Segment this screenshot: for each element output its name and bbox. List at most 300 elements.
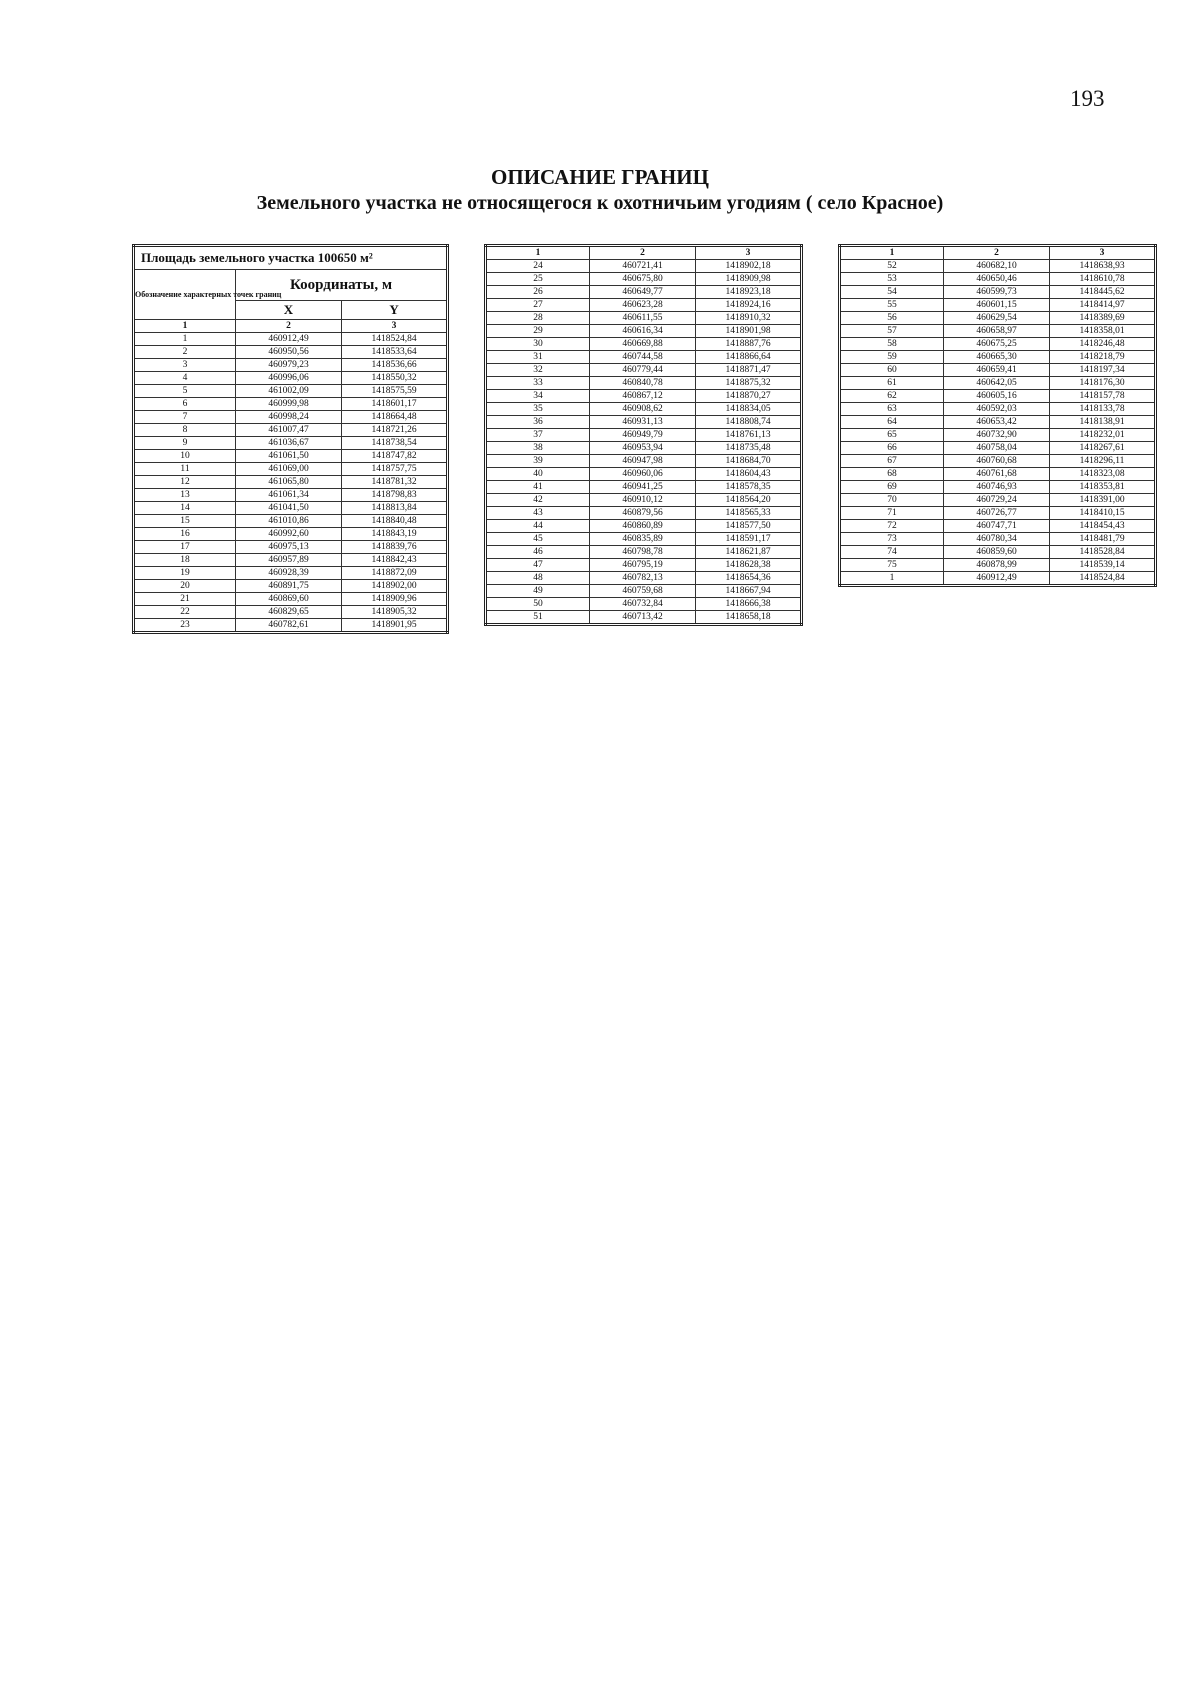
x-coordinate: 460675,80	[590, 273, 696, 286]
table-row	[486, 364, 802, 377]
y-coordinate: 1418875,32	[696, 377, 802, 390]
point-number: 16	[134, 528, 236, 541]
x-coordinate: 460992,60	[236, 528, 342, 541]
x-coordinate: 460611,55	[590, 312, 696, 325]
table-row	[840, 572, 1156, 586]
point-number: 71	[840, 507, 944, 520]
x-coordinate: 461036,67	[236, 437, 342, 450]
point-number: 3	[134, 359, 236, 372]
y-coordinate: 1418577,50	[696, 520, 802, 533]
y-coordinate: 1418533,64	[342, 346, 448, 359]
y-coordinate: 1418866,64	[696, 351, 802, 364]
x-coordinate: 460996,06	[236, 372, 342, 385]
page-number: 193	[1070, 86, 1105, 111]
table-row	[840, 520, 1156, 533]
y-coordinate: 1418296,11	[1050, 455, 1156, 468]
point-number: 56	[840, 312, 944, 325]
column-number: 2	[590, 246, 696, 260]
designation-header: Обозначение характерных точек границ	[134, 270, 236, 320]
point-number: 61	[840, 377, 944, 390]
x-coordinate: 460599,73	[944, 286, 1050, 299]
point-number: 20	[134, 580, 236, 593]
point-number: 50	[486, 598, 590, 611]
y-coordinate: 1418909,98	[696, 273, 802, 286]
y-coordinate: 1418481,79	[1050, 533, 1156, 546]
x-coordinate: 460867,12	[590, 390, 696, 403]
area-label: Площадь земельного участка 100650 м²	[134, 246, 448, 270]
table-row	[134, 502, 448, 515]
point-number: 42	[486, 494, 590, 507]
y-coordinate: 1418133,78	[1050, 403, 1156, 416]
point-number: 24	[486, 260, 590, 273]
table-row	[840, 351, 1156, 364]
y-coordinate: 1418902,00	[342, 580, 448, 593]
x-coordinate: 460761,68	[944, 468, 1050, 481]
y-coordinate: 1418658,18	[696, 611, 802, 625]
table-row	[134, 411, 448, 424]
table-row	[840, 481, 1156, 494]
y-header: Y	[342, 301, 448, 320]
x-coordinate: 461065,80	[236, 476, 342, 489]
point-number: 57	[840, 325, 944, 338]
column-number: 2	[236, 320, 342, 333]
table-row	[840, 403, 1156, 416]
table-row	[840, 312, 1156, 325]
x-coordinate: 461002,09	[236, 385, 342, 398]
x-coordinate: 460840,78	[590, 377, 696, 390]
y-coordinate: 1418902,18	[696, 260, 802, 273]
point-number: 26	[486, 286, 590, 299]
x-coordinate: 460726,77	[944, 507, 1050, 520]
x-coordinate: 460653,42	[944, 416, 1050, 429]
point-number: 13	[134, 489, 236, 502]
point-number: 35	[486, 403, 590, 416]
column-number: 1	[486, 246, 590, 260]
point-number: 32	[486, 364, 590, 377]
y-coordinate: 1418834,05	[696, 403, 802, 416]
table-row	[134, 541, 448, 554]
y-coordinate: 1418358,01	[1050, 325, 1156, 338]
column-number-row	[134, 320, 448, 333]
x-coordinate: 460950,56	[236, 346, 342, 359]
y-coordinate: 1418267,61	[1050, 442, 1156, 455]
point-number: 15	[134, 515, 236, 528]
y-coordinate: 1418664,48	[342, 411, 448, 424]
point-number: 6	[134, 398, 236, 411]
point-number: 23	[134, 619, 236, 633]
y-coordinate: 1418901,95	[342, 619, 448, 633]
x-header: X	[236, 301, 342, 320]
y-coordinate: 1418901,98	[696, 325, 802, 338]
x-coordinate: 460891,75	[236, 580, 342, 593]
table-row	[486, 260, 802, 273]
y-coordinate: 1418550,32	[342, 372, 448, 385]
x-coordinate: 460744,58	[590, 351, 696, 364]
x-coordinate: 460798,78	[590, 546, 696, 559]
point-number: 5	[134, 385, 236, 398]
point-number: 60	[840, 364, 944, 377]
y-coordinate: 1418923,18	[696, 286, 802, 299]
x-coordinate: 460669,88	[590, 338, 696, 351]
coordinates-table-2	[484, 244, 803, 626]
y-coordinate: 1418761,13	[696, 429, 802, 442]
point-number: 14	[134, 502, 236, 515]
point-number: 38	[486, 442, 590, 455]
x-coordinate: 460746,93	[944, 481, 1050, 494]
table-row	[134, 450, 448, 463]
point-number: 67	[840, 455, 944, 468]
table-body	[134, 333, 448, 633]
x-coordinate: 460941,25	[590, 481, 696, 494]
y-coordinate: 1418565,33	[696, 507, 802, 520]
y-coordinate: 1418604,43	[696, 468, 802, 481]
x-coordinate: 460601,15	[944, 299, 1050, 312]
point-number: 73	[840, 533, 944, 546]
y-coordinate: 1418621,87	[696, 546, 802, 559]
point-number: 49	[486, 585, 590, 598]
y-coordinate: 1418735,48	[696, 442, 802, 455]
y-coordinate: 1418813,84	[342, 502, 448, 515]
y-coordinate: 1418246,48	[1050, 338, 1156, 351]
point-number: 11	[134, 463, 236, 476]
x-coordinate: 461069,00	[236, 463, 342, 476]
table-row	[486, 559, 802, 572]
table-row	[840, 559, 1156, 572]
y-coordinate: 1418414,97	[1050, 299, 1156, 312]
table-row	[134, 346, 448, 359]
table-row	[840, 494, 1156, 507]
point-number: 48	[486, 572, 590, 585]
column-number: 2	[944, 246, 1050, 260]
table-row	[840, 546, 1156, 559]
x-coordinate: 460732,84	[590, 598, 696, 611]
point-number: 43	[486, 507, 590, 520]
x-coordinate: 461007,47	[236, 424, 342, 437]
y-coordinate: 1418575,59	[342, 385, 448, 398]
table-row	[486, 351, 802, 364]
x-coordinate: 460629,54	[944, 312, 1050, 325]
point-number: 62	[840, 390, 944, 403]
y-coordinate: 1418353,81	[1050, 481, 1156, 494]
y-coordinate: 1418591,17	[696, 533, 802, 546]
point-number: 64	[840, 416, 944, 429]
table-row	[486, 507, 802, 520]
coordinates-header: Координаты, м	[236, 270, 448, 301]
x-coordinate: 460859,60	[944, 546, 1050, 559]
y-coordinate: 1418905,32	[342, 606, 448, 619]
table-body	[486, 260, 802, 625]
point-number: 45	[486, 533, 590, 546]
document-subtitle: Земельного участка не относящегося к охотничьим угодиям ( село Красное)	[256, 192, 944, 214]
x-coordinate: 460650,46	[944, 273, 1050, 286]
table-row	[486, 312, 802, 325]
column-number: 1	[840, 246, 944, 260]
y-coordinate: 1418539,14	[1050, 559, 1156, 572]
table-row	[486, 299, 802, 312]
table-row	[486, 377, 802, 390]
table-row	[134, 398, 448, 411]
x-coordinate: 460779,44	[590, 364, 696, 377]
point-number: 12	[134, 476, 236, 489]
point-number: 18	[134, 554, 236, 567]
point-number: 9	[134, 437, 236, 450]
x-coordinate: 460782,13	[590, 572, 696, 585]
point-number: 39	[486, 455, 590, 468]
point-number: 29	[486, 325, 590, 338]
y-coordinate: 1418910,32	[696, 312, 802, 325]
x-coordinate: 460931,13	[590, 416, 696, 429]
x-coordinate: 460979,23	[236, 359, 342, 372]
table-row	[486, 338, 802, 351]
y-coordinate: 1418638,93	[1050, 260, 1156, 273]
y-coordinate: 1418391,00	[1050, 494, 1156, 507]
y-coordinate: 1418667,94	[696, 585, 802, 598]
point-number: 1	[134, 333, 236, 346]
point-number: 68	[840, 468, 944, 481]
x-coordinate: 460721,41	[590, 260, 696, 273]
point-number: 2	[134, 346, 236, 359]
point-number: 52	[840, 260, 944, 273]
table-row	[486, 286, 802, 299]
y-coordinate: 1418684,70	[696, 455, 802, 468]
point-number: 66	[840, 442, 944, 455]
column-number-row	[486, 246, 802, 260]
x-coordinate: 460949,79	[590, 429, 696, 442]
y-coordinate: 1418157,78	[1050, 390, 1156, 403]
point-number: 44	[486, 520, 590, 533]
table-row	[486, 273, 802, 286]
x-coordinate: 460623,28	[590, 299, 696, 312]
table-row	[840, 338, 1156, 351]
table-row	[840, 299, 1156, 312]
table-row	[840, 455, 1156, 468]
x-coordinate: 460760,68	[944, 455, 1050, 468]
y-coordinate: 1418747,82	[342, 450, 448, 463]
table-row	[134, 619, 448, 633]
table-row	[840, 273, 1156, 286]
y-coordinate: 1418909,96	[342, 593, 448, 606]
table-row	[134, 515, 448, 528]
y-coordinate: 1418654,36	[696, 572, 802, 585]
coordinates-table-1	[132, 244, 449, 634]
table-row	[486, 611, 802, 625]
x-coordinate: 460605,16	[944, 390, 1050, 403]
point-number: 75	[840, 559, 944, 572]
point-number: 8	[134, 424, 236, 437]
table-row	[134, 463, 448, 476]
point-number: 53	[840, 273, 944, 286]
x-coordinate: 460998,24	[236, 411, 342, 424]
table-row	[486, 416, 802, 429]
table-row	[840, 325, 1156, 338]
y-coordinate: 1418389,69	[1050, 312, 1156, 325]
table-row	[486, 325, 802, 338]
y-coordinate: 1418524,84	[1050, 572, 1156, 586]
y-coordinate: 1418601,17	[342, 398, 448, 411]
table-row	[134, 385, 448, 398]
table-row	[486, 481, 802, 494]
y-coordinate: 1418232,01	[1050, 429, 1156, 442]
table-row	[840, 377, 1156, 390]
x-coordinate: 461041,50	[236, 502, 342, 515]
x-coordinate: 460835,89	[590, 533, 696, 546]
y-coordinate: 1418798,83	[342, 489, 448, 502]
table-row	[486, 598, 802, 611]
table-row	[486, 403, 802, 416]
x-coordinate: 460659,41	[944, 364, 1050, 377]
y-coordinate: 1418808,74	[696, 416, 802, 429]
document-title: ОПИСАНИЕ ГРАНИЦ	[491, 165, 709, 189]
x-coordinate: 460649,77	[590, 286, 696, 299]
table-row	[134, 333, 448, 346]
x-coordinate: 460782,61	[236, 619, 342, 633]
point-number: 31	[486, 351, 590, 364]
table-row	[486, 468, 802, 481]
table-row	[486, 390, 802, 403]
x-coordinate: 460682,10	[944, 260, 1050, 273]
table-row	[134, 528, 448, 541]
table-row	[134, 567, 448, 580]
x-coordinate: 460759,68	[590, 585, 696, 598]
y-coordinate: 1418578,35	[696, 481, 802, 494]
table-row	[134, 372, 448, 385]
point-number: 54	[840, 286, 944, 299]
x-coordinate: 460729,24	[944, 494, 1050, 507]
y-coordinate: 1418564,20	[696, 494, 802, 507]
table-row	[486, 572, 802, 585]
x-coordinate: 460829,65	[236, 606, 342, 619]
point-number: 58	[840, 338, 944, 351]
point-number: 34	[486, 390, 590, 403]
point-number: 27	[486, 299, 590, 312]
table-row	[486, 455, 802, 468]
point-number: 59	[840, 351, 944, 364]
point-number: 28	[486, 312, 590, 325]
x-coordinate: 460928,39	[236, 567, 342, 580]
table-row	[134, 489, 448, 502]
column-number: 1	[134, 320, 236, 333]
y-coordinate: 1418410,15	[1050, 507, 1156, 520]
y-coordinate: 1418924,16	[696, 299, 802, 312]
table-row	[840, 260, 1156, 273]
y-coordinate: 1418887,76	[696, 338, 802, 351]
point-number: 1	[840, 572, 944, 586]
x-coordinate: 460960,06	[590, 468, 696, 481]
y-coordinate: 1418528,84	[1050, 546, 1156, 559]
column-number: 3	[696, 246, 802, 260]
point-number: 63	[840, 403, 944, 416]
table-body	[840, 260, 1156, 586]
table-row	[840, 533, 1156, 546]
table-row	[840, 429, 1156, 442]
x-coordinate: 460592,03	[944, 403, 1050, 416]
x-coordinate: 460947,98	[590, 455, 696, 468]
column-number: 3	[1050, 246, 1156, 260]
point-number: 51	[486, 611, 590, 625]
x-coordinate: 460879,56	[590, 507, 696, 520]
point-number: 7	[134, 411, 236, 424]
y-coordinate: 1418454,43	[1050, 520, 1156, 533]
y-coordinate: 1418721,26	[342, 424, 448, 437]
point-number: 4	[134, 372, 236, 385]
y-coordinate: 1418218,79	[1050, 351, 1156, 364]
y-coordinate: 1418323,08	[1050, 468, 1156, 481]
x-coordinate: 460658,97	[944, 325, 1050, 338]
y-coordinate: 1418666,38	[696, 598, 802, 611]
table-row	[840, 468, 1156, 481]
x-coordinate: 460957,89	[236, 554, 342, 567]
point-number: 30	[486, 338, 590, 351]
x-coordinate: 460912,49	[236, 333, 342, 346]
y-coordinate: 1418524,84	[342, 333, 448, 346]
x-coordinate: 460912,49	[944, 572, 1050, 586]
x-coordinate: 460999,98	[236, 398, 342, 411]
point-number: 41	[486, 481, 590, 494]
point-number: 65	[840, 429, 944, 442]
table-row	[486, 533, 802, 546]
point-number: 25	[486, 273, 590, 286]
point-number: 72	[840, 520, 944, 533]
table-row	[486, 494, 802, 507]
table-row	[134, 554, 448, 567]
table-row	[134, 606, 448, 619]
x-coordinate: 460665,30	[944, 351, 1050, 364]
table-row	[134, 359, 448, 372]
y-coordinate: 1418610,78	[1050, 273, 1156, 286]
point-number: 19	[134, 567, 236, 580]
point-number: 10	[134, 450, 236, 463]
y-coordinate: 1418197,34	[1050, 364, 1156, 377]
table-row	[486, 585, 802, 598]
x-coordinate: 460869,60	[236, 593, 342, 606]
y-coordinate: 1418757,75	[342, 463, 448, 476]
x-coordinate: 460860,89	[590, 520, 696, 533]
point-number: 46	[486, 546, 590, 559]
y-coordinate: 1418872,09	[342, 567, 448, 580]
y-coordinate: 1418738,54	[342, 437, 448, 450]
point-number: 55	[840, 299, 944, 312]
y-coordinate: 1418839,76	[342, 541, 448, 554]
x-coordinate: 461061,50	[236, 450, 342, 463]
y-coordinate: 1418843,19	[342, 528, 448, 541]
table-row	[840, 390, 1156, 403]
column-number-row	[840, 246, 1156, 260]
table-row	[840, 442, 1156, 455]
x-coordinate: 460975,13	[236, 541, 342, 554]
point-number: 36	[486, 416, 590, 429]
column-number: 3	[342, 320, 448, 333]
y-coordinate: 1418138,91	[1050, 416, 1156, 429]
x-coordinate: 460732,90	[944, 429, 1050, 442]
coordinates-table-3	[838, 244, 1157, 587]
table-row	[134, 580, 448, 593]
point-number: 37	[486, 429, 590, 442]
x-coordinate: 460747,71	[944, 520, 1050, 533]
point-number: 70	[840, 494, 944, 507]
point-number: 22	[134, 606, 236, 619]
y-coordinate: 1418842,43	[342, 554, 448, 567]
y-coordinate: 1418870,27	[696, 390, 802, 403]
table-row	[840, 364, 1156, 377]
x-coordinate: 460675,25	[944, 338, 1050, 351]
table-row	[134, 593, 448, 606]
x-coordinate: 460713,42	[590, 611, 696, 625]
x-coordinate: 460878,99	[944, 559, 1050, 572]
table-row	[840, 416, 1156, 429]
x-coordinate: 460953,94	[590, 442, 696, 455]
table-row	[840, 286, 1156, 299]
x-coordinate: 460795,19	[590, 559, 696, 572]
